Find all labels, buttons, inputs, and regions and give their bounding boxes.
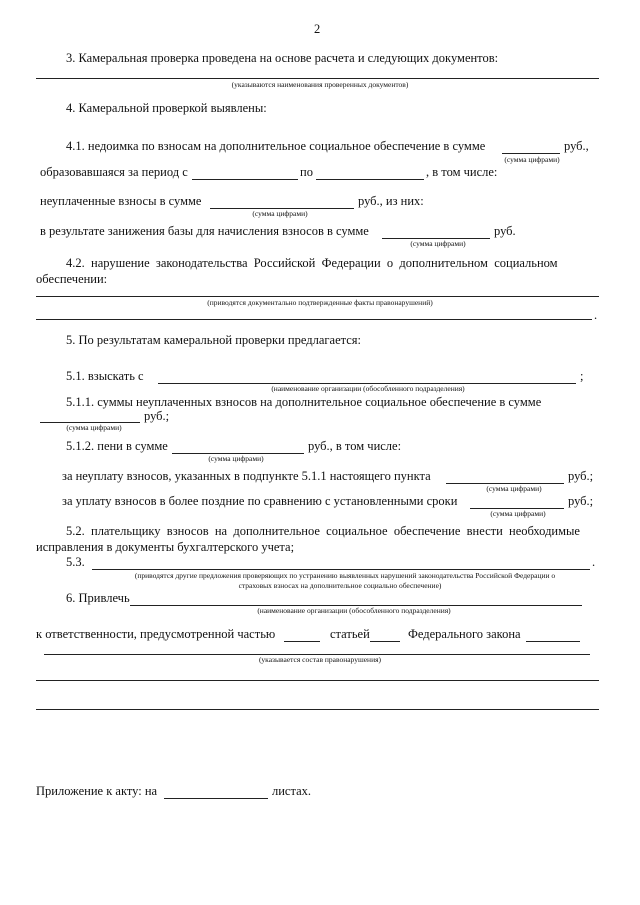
liability-part-line[interactable] [284, 641, 320, 642]
offense-line-2[interactable] [36, 680, 599, 681]
nonpay-rub: руб.; [568, 469, 594, 483]
p511-rub: руб.; [144, 409, 170, 423]
liability-law-line[interactable] [526, 641, 580, 642]
page-number: 2 [314, 22, 321, 36]
p511-line1: 5.1.1. суммы неуплаченных взносов на дополнительное социальное обеспечение в сумме [66, 395, 542, 409]
unpaid-sum-hint: (сумма цифрами) [252, 209, 308, 218]
p42-line1: 4.2. нарушение законодательства Российской Федерации о дополнительном социальном [66, 256, 558, 270]
unpaid-of-them: руб., из них: [358, 194, 424, 208]
liability-law-label: Федерального закона [408, 627, 521, 641]
p41-rub: руб., [564, 139, 589, 153]
liability-article-line[interactable] [370, 641, 400, 642]
offense-hint: (указывается состав правонарушения) [258, 655, 382, 664]
section-5-heading: 5. По результатам камеральной проверки предлагается: [66, 333, 362, 347]
unpaid-sum-label: неуплаченные взносы в сумме [40, 194, 202, 208]
p51-label: 5.1. взыскать с [66, 369, 144, 383]
period-from-line[interactable] [192, 179, 298, 180]
documents-field-line[interactable] [36, 78, 599, 79]
p42-line2: обеспечении: [36, 272, 108, 286]
p53-end-dot: . [592, 555, 596, 569]
period-to-label: по [300, 165, 313, 179]
period-from-label: образовавшаяся за период с [40, 165, 188, 179]
understated-label: в результате занижения базы для начисления взносов в сумме [40, 224, 369, 238]
p53-hint-1: (приводятся другие предложения проверяющих по устранению выявленных нарушений законодательства Российской Федерации о [134, 571, 556, 580]
p53-line[interactable] [92, 569, 590, 570]
period-incl-label: , в том числе: [426, 165, 498, 179]
p51-end: ; [580, 369, 584, 383]
p51-org-hint: (наименование организации (обособленного подразделения) [271, 384, 465, 393]
p53-label: 5.3. [66, 555, 85, 569]
p41-sum-line[interactable] [502, 153, 560, 154]
late-sum-hint: (сумма цифрами) [490, 509, 546, 518]
period-to-line[interactable] [316, 179, 424, 180]
understated-sum-hint: (сумма цифрами) [410, 239, 466, 248]
p52-line2: исправления в документы бухгалтерского учета; [36, 540, 295, 554]
liability-label: к ответственности, предусмотренной частью [36, 627, 276, 641]
documents-field-hint: (указываются наименования проверенных документов) [231, 80, 409, 89]
late-rub: руб.; [568, 494, 594, 508]
facts-hint: (приводятся документально подтвержденные факты правонарушений) [207, 298, 433, 307]
appendix-label: Приложение к акту: на [36, 784, 158, 798]
p511-sum-hint: (сумма цифрами) [66, 423, 122, 432]
offense-line-3[interactable] [36, 709, 599, 710]
s6-org-hint: (наименование организации (обособленного подразделения) [257, 606, 451, 615]
facts-line-2[interactable] [36, 319, 592, 320]
nonpay-label: за неуплату взносов, указанных в подпункте 5.1.1 настоящего пункта [62, 469, 431, 483]
p512-rub: руб., в том числе: [308, 439, 402, 453]
section-4-heading: 4. Камеральной проверкой выявлены: [66, 101, 267, 115]
section-3-text: 3. Камеральная проверка проведена на основе расчета и следующих документов: [66, 51, 499, 65]
section-6-heading: 6. Привлечь [66, 591, 130, 605]
p41-text: 4.1. недоимка по взносам на дополнительное социальное обеспечение в сумме [66, 139, 486, 153]
liability-article-label: статьей [330, 627, 370, 641]
p41-sum-hint: (сумма цифрами) [504, 155, 560, 164]
late-label: за уплату взносов в более поздние по сравнению с установленными сроки [62, 494, 458, 508]
p53-hint-2: страховых взносах на дополнительное социально обеспечение) [238, 581, 442, 590]
nonpay-sum-hint: (сумма цифрами) [486, 484, 542, 493]
appendix-sheets-label: листах. [272, 784, 312, 798]
facts-line-1[interactable] [36, 296, 599, 297]
p512-sum-hint: (сумма цифрами) [208, 454, 264, 463]
p512-label: 5.1.2. пени в сумме [66, 439, 168, 453]
facts-end-dot: . [594, 308, 598, 322]
understated-rub: руб. [494, 224, 516, 238]
p52-line1: 5.2. плательщику взносов на дополнительное социальное обеспечение внести необходимые [66, 524, 580, 538]
appendix-sheets-line[interactable] [164, 798, 268, 799]
